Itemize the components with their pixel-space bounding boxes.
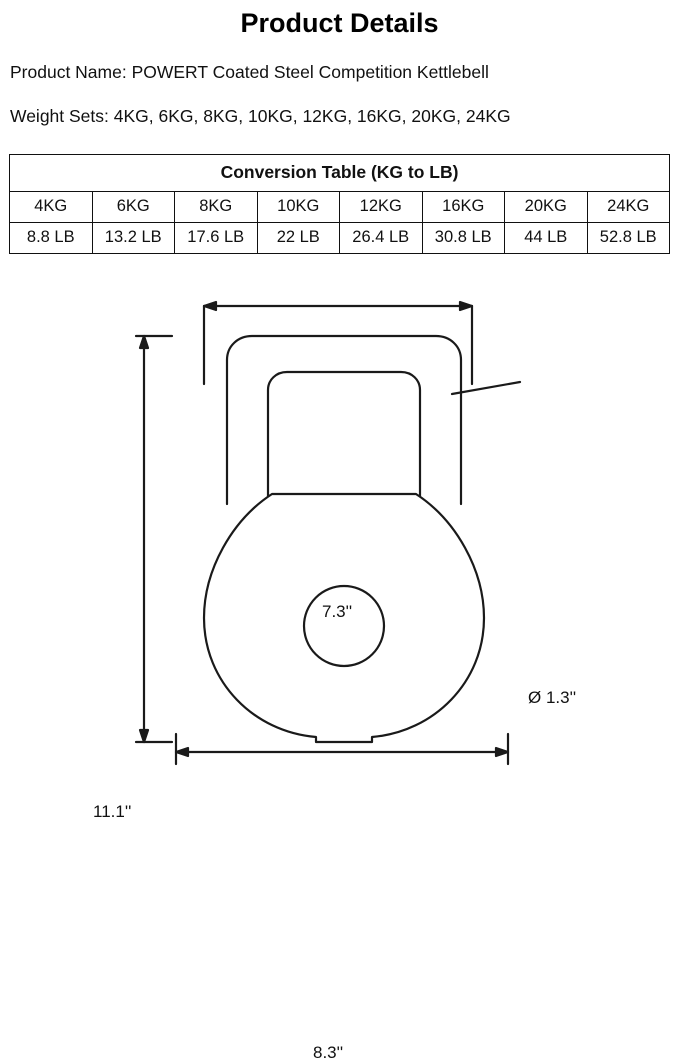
dimension-label-bottom-width: 8.3'' <box>313 1043 344 1063</box>
table-cell-lb: 52.8 LB <box>587 223 670 254</box>
table-cell-lb: 13.2 LB <box>92 223 175 254</box>
dimension-label-handle-diameter: Ø 1.3'' <box>528 688 577 708</box>
table-cell-kg: 4KG <box>10 192 93 223</box>
arrow-height-top <box>140 336 148 348</box>
spec-product-name: Product Name: POWERT Coated Steel Competition Kettlebell <box>10 62 489 82</box>
table-cell-lb: 26.4 LB <box>340 223 423 254</box>
arrow-top-right <box>460 302 472 310</box>
arrow-bottom-right <box>496 748 508 756</box>
arrow-top-left <box>204 302 216 310</box>
conversion-table <box>9 154 670 254</box>
dimension-label-top-width: 7.3'' <box>322 602 353 622</box>
table-cell-lb: 22 LB <box>257 223 340 254</box>
conversion-table-wrap <box>8 154 671 254</box>
page-title: Product Details <box>240 8 439 38</box>
kettlebell-drawing-svg <box>0 254 679 774</box>
product-details-page <box>0 8 679 1063</box>
table-row-caption <box>10 155 670 192</box>
table-cell-kg: 24KG <box>587 192 670 223</box>
table-cell-kg: 10KG <box>257 192 340 223</box>
table-row-lb <box>10 223 670 254</box>
table-cell-kg: 20KG <box>505 192 588 223</box>
table-cell-lb: 8.8 LB <box>10 223 93 254</box>
leader-line-handle-diameter <box>452 382 520 394</box>
kettlebell-handle-inner <box>268 372 420 496</box>
conversion-table-caption: Conversion Table (KG to LB) <box>10 155 670 192</box>
table-cell-kg: 16KG <box>422 192 505 223</box>
table-cell-lb: 44 LB <box>505 223 588 254</box>
arrow-height-bottom <box>140 730 148 742</box>
arrow-bottom-left <box>176 748 188 756</box>
dimension-label-height: 11.1'' <box>93 802 132 822</box>
kettlebell-center-bore <box>304 586 384 666</box>
table-row-kg <box>10 192 670 223</box>
table-cell-kg: 12KG <box>340 192 423 223</box>
spec-weight-sets: Weight Sets: 4KG, 6KG, 8KG, 10KG, 12KG, 16KG, 20KG, 24KG <box>10 105 511 126</box>
kettlebell-dimension-drawing <box>0 254 679 1063</box>
table-cell-kg: 6KG <box>92 192 175 223</box>
table-cell-lb: 17.6 LB <box>175 223 258 254</box>
table-cell-kg: 8KG <box>175 192 258 223</box>
kettlebell-handle-outer <box>227 336 461 504</box>
table-cell-lb: 30.8 LB <box>422 223 505 254</box>
